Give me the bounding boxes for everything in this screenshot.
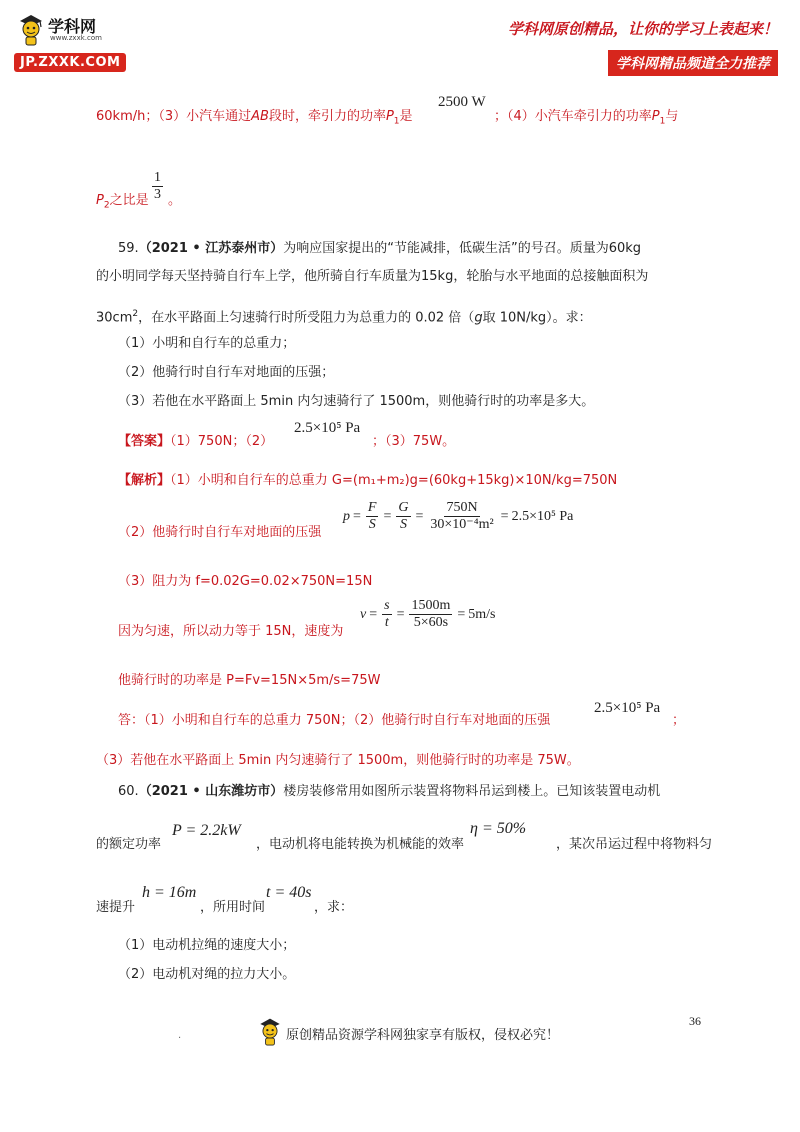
q60-math-t [266, 884, 311, 902]
q60-math-h [142, 884, 196, 902]
footer-dot: . [178, 1030, 182, 1041]
answer-tag: 【答案】 [118, 434, 171, 449]
frac-den: 30×10⁻⁴m² [430, 517, 494, 532]
q60-line2-b: ，电动机将电能转换为机械能的效率 [256, 837, 465, 852]
frac-den: t [384, 615, 389, 630]
prev-end: 。 [168, 193, 182, 208]
q59-text: 为响应国家提出的“节能减排，低碳生活”的号召。质量为60kg [283, 241, 642, 256]
answer-tail: ；（3）75W。 [372, 434, 456, 449]
math-t: t = 40s [266, 884, 312, 901]
q59-sub2: （2）他骑行时自行车对地面的压强； [118, 365, 335, 380]
logo-name: 学科网 [48, 17, 97, 36]
prev-text: ；（4）小汽车牵引力的功率 [494, 109, 652, 124]
prev-text: 60km/h；（3）小汽车通过 [96, 109, 252, 124]
header-slogan: 学科网原创精品，让你的学习上表起来！ [507, 20, 778, 38]
prev-text: 与 [665, 109, 679, 124]
q60-line1 [118, 783, 660, 801]
prev-text: 之比是 [109, 193, 149, 208]
q60-line3-c: ，求： [314, 900, 354, 915]
prev-answer-line1 [96, 108, 413, 131]
q59-text: 30cm [96, 310, 133, 326]
prev-fraction [150, 170, 165, 203]
math-p: P = 2.2kW [172, 822, 241, 839]
q59-source: （2021 • 江苏泰州市） [138, 241, 284, 256]
q60-sub2: （2）电动机对绳的拉力大小。 [118, 967, 296, 982]
q59-sub1: （1）小明和自行车的总重力； [118, 336, 296, 351]
frac-den: S [368, 517, 376, 532]
q59-summary-1: 答：（1）小明和自行车的总重力 750N；（2）他骑行时自行车对地面的压强 [118, 713, 551, 728]
header-banner: 学科网精品频道全力推荐 [608, 50, 778, 76]
q59-number: 59. [118, 241, 139, 256]
q59-line3 [96, 305, 592, 327]
q60-number: 60. [118, 784, 139, 799]
mascot-icon [18, 12, 44, 46]
prev-p1-sub: 1 [393, 116, 400, 127]
q60-line2-c: ，某次吊运过程中将物料匀 [556, 837, 713, 852]
q59-sup: 2 [132, 309, 139, 319]
q60-sub1: （1）电动机拉绳的速度大小； [118, 938, 296, 953]
q60-line3-a: 速提升 [96, 900, 136, 915]
prev-math-power: 2500 W [438, 94, 486, 110]
q59-analysis-4-label: 因为匀速，所以动力等于 15N，速度为 [118, 624, 344, 639]
q59-answer [118, 433, 273, 451]
frac-num: G [398, 500, 409, 515]
q60-line3-b: ，所用时间 [200, 900, 266, 915]
prev-ab: AB [251, 109, 269, 124]
q59-sub3: （3）若他在水平路面上 5min 内匀速骑行了 1500m，则他骑行时的功率是多大。 [118, 394, 595, 409]
prev-p1b-sub: 1 [659, 116, 666, 127]
frac-num: 750N [446, 500, 478, 515]
q59-g: g [474, 310, 483, 326]
frac-num: 1500m [411, 598, 451, 613]
q60-line2-a: 的额定功率 [96, 837, 162, 852]
q60-source: （2021 • 山东潍坊市） [138, 784, 284, 799]
q59-text: ，在水平路面上匀速骑行时所受阻力为总重力的 0.02 倍（ [138, 310, 475, 326]
q59-analysis-2-label: （2）他骑行时自行车对地面的压强 [118, 525, 322, 540]
prev-p2: P [96, 193, 104, 208]
prev-p1: P [385, 109, 394, 124]
q60-text: 楼房装修常用如图所示装置将物料吊运到楼上。已知该装置电动机 [283, 784, 661, 799]
q60-math-power [172, 822, 241, 840]
answer-text: （1）750N；（2） [170, 434, 274, 449]
analysis-text: （1）小明和自行车的总重力 G=(m₁+m₂)g=(60kg+15kg)×10N/kg=750N [170, 473, 618, 488]
frac-num: s [384, 598, 390, 613]
summary-tail: ； [672, 713, 686, 728]
prev-text: 段时，牵引力的功率 [268, 109, 386, 124]
frac-den: 5×60s [413, 615, 449, 630]
page-number: 36 [689, 1014, 701, 1028]
frac-num: F [367, 500, 377, 515]
q59-text: 取 10N/kg）。求： [482, 310, 592, 326]
result: 5m/s [468, 606, 496, 622]
q59-line1 [118, 240, 641, 258]
footer-mascot-icon [258, 1016, 282, 1046]
q59-analysis-3: （3）阻力为 f=0.02G=0.02×750N=15N [118, 574, 373, 589]
prev-p2-sub: 2 [103, 200, 110, 211]
q59-analysis-1 [118, 472, 617, 490]
prev-answer-line1-tail [494, 108, 678, 131]
logo-url-badge[interactable]: JP.ZXXK.COM [14, 53, 126, 72]
q59-analysis-2-formula: p = $\frac{F}{S}$ = $\frac{G}{S}$ = $\frac{750N}{\text{30×10⁻⁴m²}}$ = 2.5×10⁵ Pa [343, 500, 574, 532]
q59-analysis-4-formula: v = $\frac{s}{t}$ = $\frac{1500m}{5\times 60s}$ = 5m/s [360, 598, 496, 630]
var-v: v [360, 606, 367, 622]
frac-den: S [399, 517, 407, 532]
prev-p1b: P [651, 109, 660, 124]
prev-text: 是 [399, 109, 413, 124]
q59-line2: 的小明同学每天坚持骑自行车上学，他所骑自行车质量为15kg，轮胎与水平地面的总接触面积为 [96, 269, 649, 284]
footer-notice: 原创精品资源学科网独家享有版权，侵权必究！ [286, 1028, 560, 1043]
frac-den: 3 [154, 187, 161, 202]
q60-math-eta [470, 820, 526, 838]
frac-num: 1 [154, 170, 161, 185]
q59-summary-2: （3）若他在水平路面上 5min 内匀速骑行了 1500m，则他骑行时的功率是 75W。 [96, 753, 580, 768]
math-h: h = 16m [142, 884, 197, 901]
q59-analysis-5: 他骑行时的功率是 P=Fv=15N×5m/s=75W [118, 673, 381, 688]
summary-math: 2.5×10⁵ Pa [594, 700, 661, 716]
math-eta: η = 50% [470, 820, 527, 837]
analysis-tag: 【解析】 [118, 473, 171, 488]
result: 2.5×10⁵ Pa [511, 508, 574, 524]
answer-math: 2.5×10⁵ Pa [294, 420, 361, 436]
logo-small-url: www.zxxk.com [50, 34, 102, 42]
var-p: p [343, 508, 350, 524]
prev-answer-line2 [96, 192, 149, 215]
